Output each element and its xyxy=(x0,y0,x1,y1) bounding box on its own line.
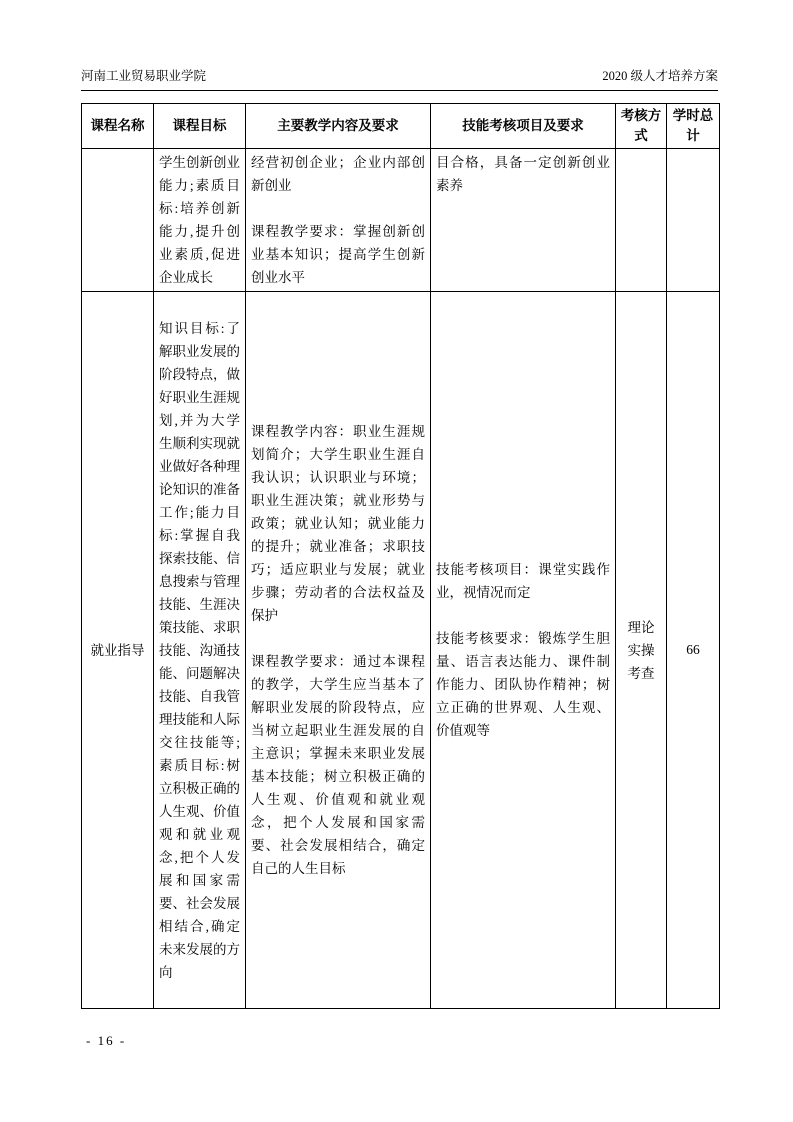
cell-skill-assessment xyxy=(431,149,616,292)
cell-assessment-method: 理论实操考查 xyxy=(616,292,667,1009)
cell-skill-assessment xyxy=(431,292,616,1009)
cell-course-name xyxy=(82,149,154,292)
col-header-course-objectives: 课程目标 xyxy=(154,104,246,149)
skill-paragraph: 技能考核项目：课堂实践作业，视情况而定 xyxy=(436,562,610,600)
col-header-assessment-method: 考核方式 xyxy=(616,104,667,149)
header-school-name: 河南工业贸易职业学院 xyxy=(81,69,207,83)
cell-course-objectives: 知识目标:了解职业发展的阶段特点，做好职业生涯规划,并为大学生顺利实现就业做好各种理论知识的准备工作;能力目标:掌握自我探索技能、信息搜索与管理技能、生涯决策技能、求职技能、沟通技能、问题解决技能、自我管理技能和人际交往技能等;素质目标:树立积极正确的人生观、价值观和就业观念,把个人发展和国家需要、社会发展相结合,确定未来发展的方向 xyxy=(154,292,246,1009)
curriculum-table xyxy=(81,103,720,1009)
page-header xyxy=(81,68,718,91)
skill-paragraph: 目合格，具备一定创新创业素养 xyxy=(436,155,610,193)
cell-total-hours xyxy=(667,149,720,292)
cell-course-objectives: 学生创新创业能力;素质目标:培养创新能力,提升创业素质,促进企业成长 xyxy=(154,149,246,292)
col-header-skill-assessment: 技能考核项目及要求 xyxy=(431,104,616,149)
table-header-row xyxy=(82,104,720,149)
col-header-total-hours: 学时总计 xyxy=(667,104,720,149)
cell-teaching-content xyxy=(246,149,431,292)
content-paragraph: 课程教学内容：职业生涯规划简介；大学生职业生涯自我认识；认识职业与环境；职业生涯决策；就业形势与政策；就业认知；就业能力的提升；就业准备；求职技巧；适应职业与发展；就业步骤；劳动者的合法权益及保护 xyxy=(251,424,425,623)
content-paragraph: 经营初创企业；企业内部创新创业 xyxy=(251,155,425,193)
content-paragraph: 课程教学要求：掌握创新创业基本知识；提高学生创新创业水平 xyxy=(251,224,425,285)
skill-paragraph: 技能考核要求：锻炼学生胆量、语言表达能力、课件制作能力、团队协作精神；树立正确的世界观、人生观、价值观等 xyxy=(436,631,610,738)
col-header-course-name: 课程名称 xyxy=(82,104,154,149)
header-plan-title: 2020 级人才培养方案 xyxy=(602,69,718,83)
cell-assessment-method xyxy=(616,149,667,292)
cell-total-hours: 66 xyxy=(667,292,720,1009)
content-paragraph: 课程教学要求：通过本课程的教学，大学生应当基本了解职业发展的阶段特点，应当树立起职业生涯发展的自主意识；掌握未来职业发展基本技能；树立积极正确的人生观、价值观和就业观念，把个人发展和国家需要、社会发展相结合，确定自己的人生目标 xyxy=(251,654,425,876)
cell-course-name: 就业指导 xyxy=(82,292,154,1009)
page-number: - 16 - xyxy=(86,1033,127,1048)
cell-teaching-content xyxy=(246,292,431,1009)
table-row-employment-guidance xyxy=(82,292,720,1009)
col-header-teaching-content: 主要教学内容及要求 xyxy=(246,104,431,149)
table-row-continuation xyxy=(82,149,720,292)
